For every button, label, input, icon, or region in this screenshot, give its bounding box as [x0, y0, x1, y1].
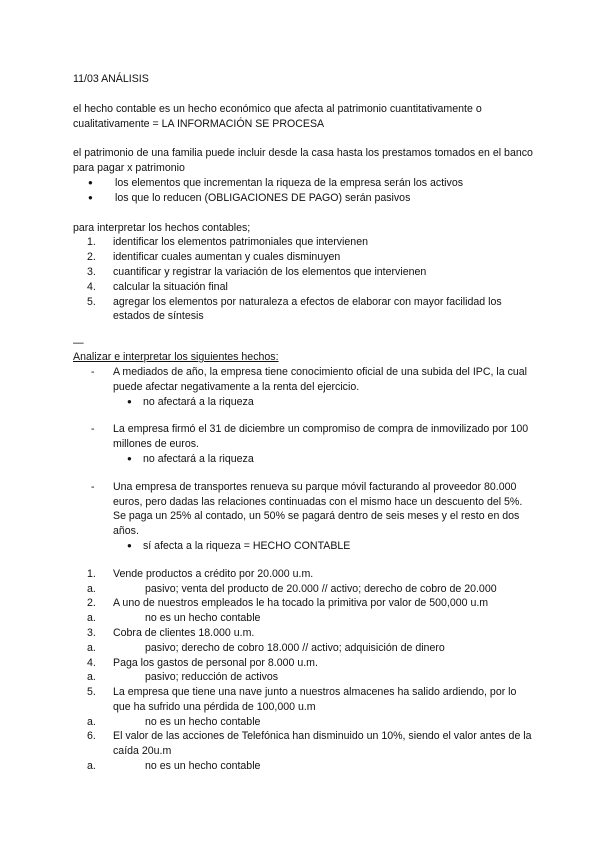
sub-text: pasivo; reducción de activos	[145, 671, 279, 684]
ejercicios-list	[73, 567, 533, 774]
list-item	[73, 685, 533, 729]
sub-item	[73, 582, 533, 597]
sub-text: no es un hecho contable	[145, 760, 261, 773]
list-item	[73, 626, 533, 656]
list-text: Paga los gastos de personal por 8.000 u.m.	[113, 656, 318, 669]
sub-item	[73, 715, 533, 730]
list-item: ● los elementos que incrementan la riqueza de la empresa serán los activos	[73, 176, 533, 191]
patrimonio-paragraph: el patrimonio de una familia puede incluir desde la casa hasta los prestamos tomados en el banco para pagar x patrimonio	[73, 147, 533, 175]
sub-text: pasivo; derecho de cobro 18.000 // activo; adquisición de dinero	[145, 641, 445, 654]
list-item	[73, 656, 533, 686]
list-text: agregar los elementos por naturaleza a efectos de elaborar con mayor facilidad los estados de síntesis	[113, 295, 502, 323]
answer-bullet: ● no afectará a la riqueza	[73, 395, 533, 410]
list-number: 4.	[87, 280, 96, 293]
list-text: identificar los elementos patrimoniales que intervienen	[113, 236, 368, 249]
list-text: Vende productos a crédito por 20.000 u.m.	[113, 567, 314, 580]
list-text: El valor de las acciones de Telefónica han disminuido un 10%, siendo el valor antes de la caída 20u.m	[113, 730, 532, 758]
list-number: 4.	[87, 656, 96, 669]
list-number: 6.	[87, 730, 96, 743]
interpretar-steps	[73, 235, 533, 324]
list-number: 2.	[87, 597, 96, 610]
dash-marker: -	[91, 480, 95, 493]
interpretar-heading: para interpretar los hechos contables;	[73, 221, 251, 234]
sub-text: no es un hecho contable	[145, 715, 261, 728]
answer-bullet: ● sí afecta a la riqueza = HECHO CONTABLE	[73, 539, 533, 554]
list-text: Cobra de clientes 18.000 u.m.	[113, 626, 255, 639]
sub-letter: a.	[87, 612, 96, 625]
patrimonio-bullets	[73, 176, 533, 206]
list-item	[73, 422, 533, 466]
answer-bullet: ● no afectará a la riqueza	[73, 452, 533, 467]
list-text: calcular la situación final	[113, 280, 228, 293]
sub-text: no es un hecho contable	[145, 612, 261, 625]
list-text: A mediados de año, la empresa tiene conocimiento oficial de una subida del IPC, la cual puede afectar negativamente a la renta del ejercicio.	[113, 365, 527, 393]
dash-marker: -	[91, 365, 95, 378]
analizar-heading: Analizar e interpretar los siguientes hechos:	[73, 351, 279, 364]
list-number: 1.	[87, 236, 96, 249]
list-text: La empresa firmó el 31 de diciembre un compromiso de compra de inmovilizado por 100 millones de euros.	[113, 423, 529, 451]
list-text: Una empresa de transportes renueva su parque móvil facturando al proveedor 80.000 euros, pero dadas las relaciones continuadas con el mismo hace un descuento del 5%. Se paga un 25% al contado, un 50% se pagará dentro de seis meses y el resto en dos años.	[113, 480, 523, 538]
list-number: 3.	[87, 626, 96, 639]
sub-item	[73, 611, 533, 626]
list-item	[73, 480, 533, 554]
list-item	[73, 295, 533, 325]
sub-letter: a.	[87, 641, 96, 654]
analizar-items	[73, 365, 533, 554]
list-number: 5.	[87, 686, 96, 699]
sub-item	[73, 641, 533, 656]
list-item	[73, 567, 533, 597]
sub-letter: a.	[87, 715, 96, 728]
sub-text: pasivo; venta del producto de 20.000 // activo; derecho de cobro de 20.000	[145, 582, 497, 595]
sub-letter: a.	[87, 671, 96, 684]
list-item	[73, 365, 533, 409]
list-item	[73, 235, 533, 250]
sub-item	[73, 670, 533, 685]
page-title: 11/03 ANÁLISIS	[73, 73, 149, 85]
list-item	[73, 280, 533, 295]
list-item: ● los que lo reducen (OBLIGACIONES DE PAGO) serán pasivos	[73, 191, 533, 206]
list-item	[73, 250, 533, 265]
document-page	[73, 72, 533, 774]
list-text: La empresa que tiene una nave junto a nuestros almacenes ha salido ardiendo, por lo que ha sufrido una pérdida de 100,000 u.m	[113, 686, 517, 713]
intro-paragraph: el hecho contable es un hecho económico que afecta al patrimonio cuantitativamente o cualitativamente = LA INFORMACIÓN SE PROCESA	[73, 102, 482, 130]
sub-letter: a.	[87, 582, 96, 595]
sub-letter: a.	[87, 760, 96, 773]
sub-item	[73, 759, 533, 774]
list-text: A uno de nuestros empleados le ha tocado la primitiva por valor de 500,000 u.m	[113, 597, 489, 610]
list-item	[73, 596, 533, 626]
list-item	[73, 265, 533, 280]
list-text: identificar cuales aumentan y cuales disminuyen	[113, 251, 341, 264]
list-number: 2.	[87, 251, 96, 264]
separator-dash: —	[73, 337, 84, 350]
list-item	[73, 729, 533, 773]
list-number: 3.	[87, 265, 96, 278]
list-number: 1.	[87, 567, 96, 580]
list-text: cuantificar y registrar la variación de los elementos que intervienen	[113, 265, 427, 278]
dash-marker: -	[91, 423, 95, 436]
list-number: 5.	[87, 295, 96, 308]
